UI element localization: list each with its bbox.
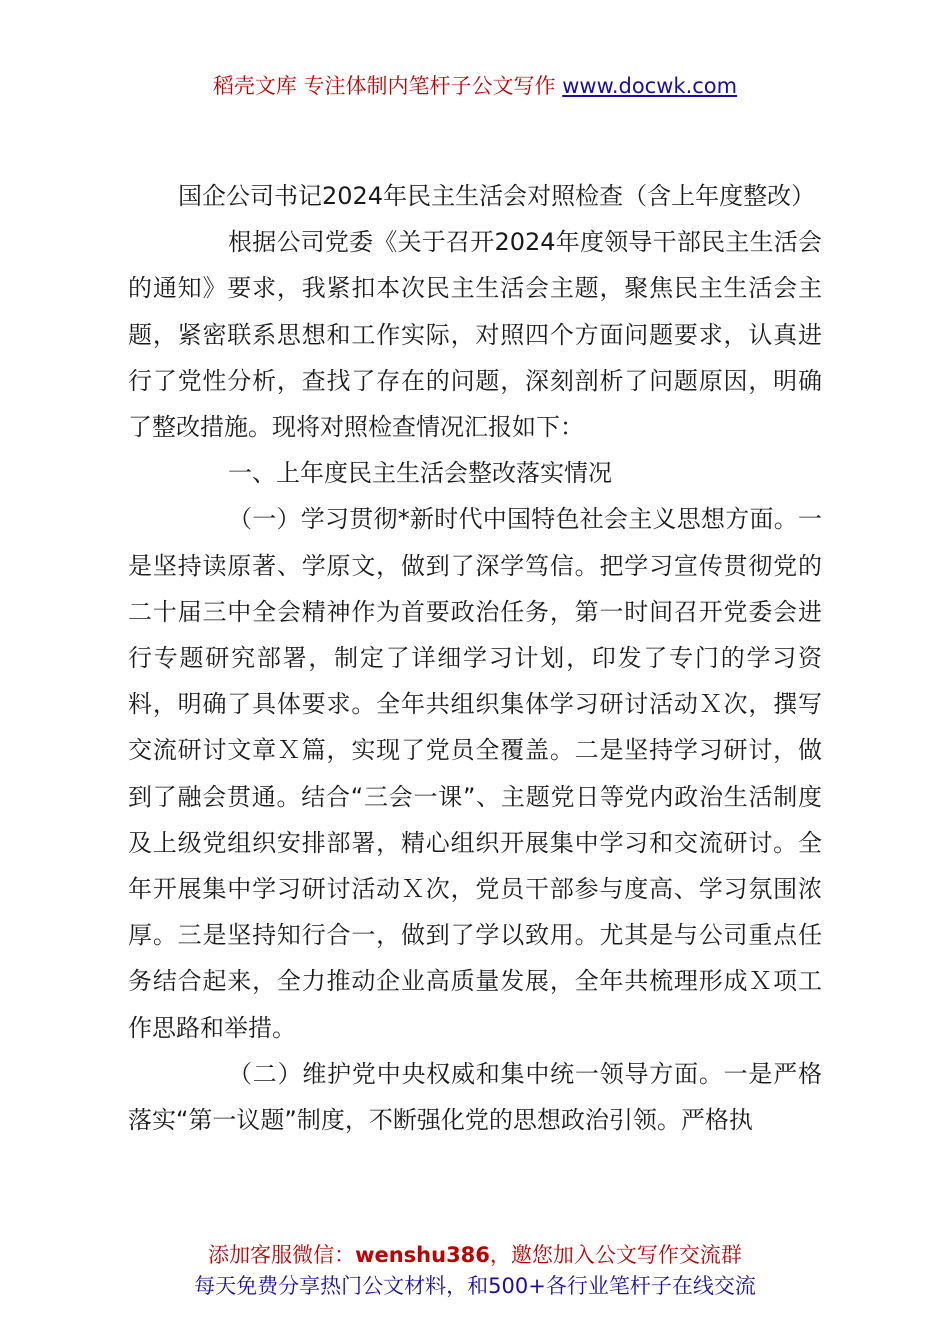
paragraph-study: （一）学习贯彻*新时代中国特色社会主义思想方面。一是坚持读原著、学原文，做到了深学笃信。把学习宣传贯彻党的二十届三中全会精神作为首要政治任务，第一时间召开党委会进行专题研究部署，制定了详细学习计划，印发了专门的学习资料，明确了具体要求。全年共组织集体学习研讨活动Ｘ次，撰写交流研讨文章Ｘ篇，实现了党员全覆盖。二是坚持学习研讨，做到了融会贯通。结合“三会一课”、主题党日等党内政治生活制度及上级党组织安排部署，精心组织开展集中学习和交流研讨。全年开展集中学习研讨活动Ｘ次，党员干部参与度高、学习氛围浓厚。三是坚持知行合一，做到了学以致用。尤其是与公司重点任务结合起来，全力推动企业高质量发展，全年共梳理形成Ｘ项工作思路和举措。	[128, 505, 822, 1042]
document-body	[128, 173, 822, 1143]
section-heading: 一、上年度民主生活会整改落实情况	[228, 459, 612, 488]
wechat-id: wenshu386	[355, 1243, 490, 1267]
footer-contact-suffix: ，邀您加入公文写作交流群	[489, 1243, 742, 1267]
footer-contact	[0, 1239, 950, 1269]
intro-paragraph: 根据公司党委《关于召开2024年度领导干部民主生活会的通知》要求，我紧扣本次民主生活会主题，聚焦民主生活会主题，紧密联系思想和工作实际，对照四个方面问题要求，认真进行了党性分析，查找了存在的问题，深刻剖析了问题原因，明确了整改措施。现将对照检查情况汇报如下：	[128, 228, 822, 442]
paragraph-authority: （二）维护党中央权威和集中统一领导方面。一是严格落实“第一议题”制度，不断强化党的思想政治引领。严格执	[128, 1059, 822, 1135]
site-header	[0, 70, 950, 100]
document-title: 国企公司书记2024年民主生活会对照检查（含上年度整改）	[178, 182, 816, 210]
site-link[interactable]: www.docwk.com	[562, 74, 738, 98]
footer-contact-prefix: 添加客服微信：	[208, 1243, 356, 1267]
footer-promo: 每天免费分享热门公文材料，和500+各行业笔杆子在线交流	[194, 1274, 756, 1298]
site-slogan: 稻壳文库 专注体制内笔杆子公文写作	[212, 74, 563, 98]
